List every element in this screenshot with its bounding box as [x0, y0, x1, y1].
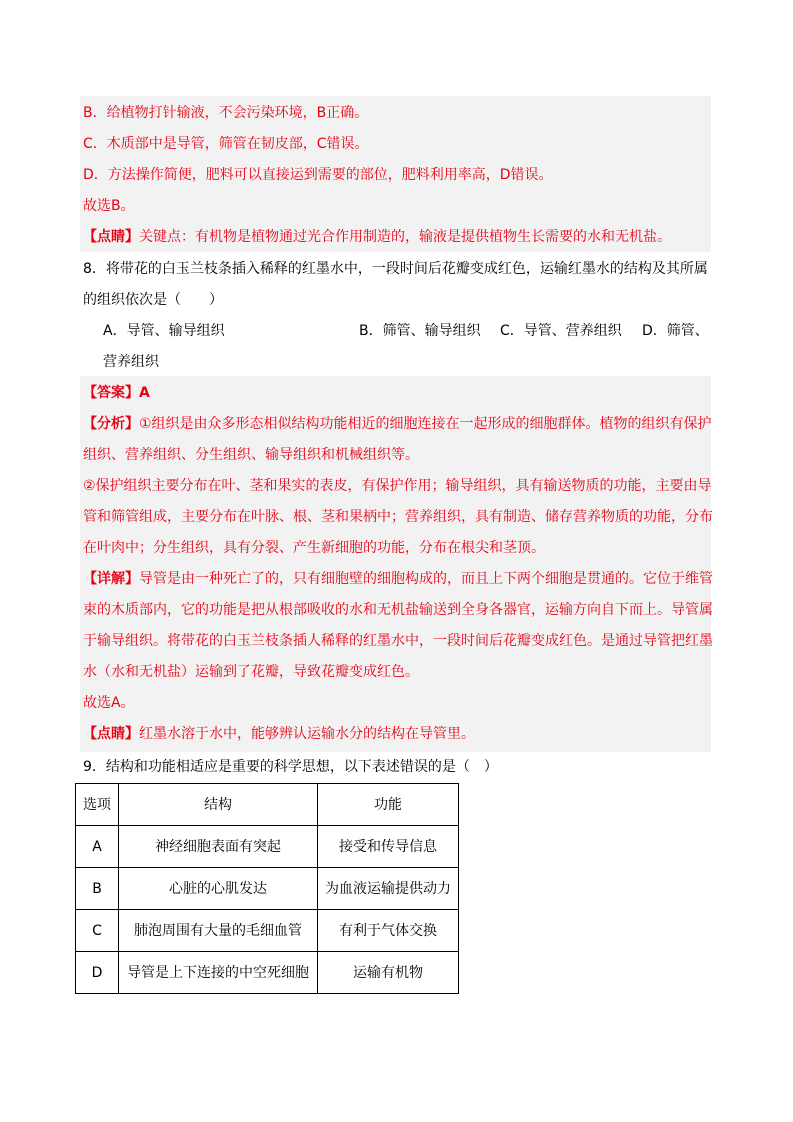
table-cell: 导管是上下连接的中空死细胞 — [119, 952, 318, 994]
prev-point — [83, 227, 671, 247]
q8-detail-line1 — [83, 569, 713, 589]
q8-analysis-line1 — [83, 414, 712, 434]
table-cell: A — [76, 826, 119, 868]
detail-tag: 【详解】 — [83, 571, 139, 587]
answer-value: A — [139, 385, 150, 401]
q8-analysis-line2: 组织、营养组织、分生组织、输导组织和机械组织等。 — [83, 447, 419, 463]
q8-option-a: A．导管、输导组织 — [103, 323, 225, 339]
q8-analysis-line3: ②保护组织主要分布在叶、茎和果实的表皮，有保护作用；输导组织，具有输送物质的功能，主要由导 — [83, 478, 712, 494]
table-cell: 接受和传导信息 — [318, 826, 459, 868]
analysis-text: ①组织是由众多形态相似结构功能相近的细胞连接在一起形成的细胞群体。植物的组织有保护 — [139, 416, 712, 432]
table-row — [76, 910, 459, 952]
q8-option-c: C．导管、营养组织 — [500, 323, 622, 339]
q8-option-d: D．筛管、 — [642, 323, 709, 339]
q8-point — [83, 724, 475, 744]
table-header-row — [76, 784, 459, 826]
prev-choice: 故选B。 — [83, 198, 135, 214]
table-cell: 为血液运输提供动力 — [318, 868, 459, 910]
table-cell: 有利于气体交换 — [318, 910, 459, 952]
point-tag: 【点睛】 — [83, 229, 139, 245]
q8-stem-line2: 的组织依次是（ ） — [83, 292, 223, 308]
q8-answer — [83, 383, 150, 403]
header-cell: 结构 — [119, 784, 318, 826]
point-text: 关键点：有机物是植物通过光合作用制造的，输液是提供植物生长需要的水和无机盐。 — [139, 229, 671, 245]
point-text: 红墨水溶于水中，能够辨认运输水分的结构在导管里。 — [139, 726, 475, 742]
q8-detail-line3: 于输导组织。将带花的白玉兰枝条插人稀释的红墨水中，一段时间后花瓣变成红色。是通过导管把红墨 — [83, 633, 713, 649]
point-tag: 【点睛】 — [83, 726, 139, 742]
detail-text: 导管是由一种死亡了的，只有细胞壁的细胞构成的，而且上下两个细胞是贯通的。它位于维管 — [139, 571, 713, 587]
table-cell: B — [76, 868, 119, 910]
table-row — [76, 868, 459, 910]
header-cell: 选项 — [76, 784, 119, 826]
analysis-tag: 【分析】 — [83, 416, 139, 432]
table-row — [76, 826, 459, 868]
prev-option-d: D．方法操作简便，肥料可以直接运到需要的部位，肥料利用率高，D错误。 — [83, 167, 553, 183]
table-row — [76, 952, 459, 994]
q8-detail-line4: 水（水和无机盐）运输到了花瓣，导致花瓣变成红色。 — [83, 664, 419, 680]
answer-tag: 【答案】 — [83, 385, 139, 401]
table-cell: 神经细胞表面有突起 — [119, 826, 318, 868]
q8-choice: 故选A。 — [83, 695, 135, 711]
q9-stem: 9．结构和功能相适应是重要的科学思想，以下表述错误的是（ ） — [83, 759, 498, 775]
q8-analysis-line4: 管和筛管组成，主要分布在叶脉、根、茎和果柄中；营养组织，具有制造、储存营养物质的功能，分布 — [83, 509, 713, 525]
table-cell: C — [76, 910, 119, 952]
q8-option-b: B．筛管、输导组织 — [359, 323, 481, 339]
table-cell: 运输有机物 — [318, 952, 459, 994]
q9-table — [75, 783, 459, 994]
prev-option-b: B．给植物打针输液，不会污染环境，B正确。 — [83, 105, 369, 121]
q8-detail-line2: 束的木质部内，它的功能是把从根部吸收的水和无机盐输送到全身各器官，运输方向自下而上。导管属 — [83, 602, 713, 618]
table-cell: 心脏的心肌发达 — [119, 868, 318, 910]
table-cell: 肺泡周围有大量的毛细血管 — [119, 910, 318, 952]
table-cell: D — [76, 952, 119, 994]
header-cell: 功能 — [318, 784, 459, 826]
q8-analysis-line5: 在叶肉中；分生组织，具有分裂、产生新细胞的功能，分布在根尖和茎顶。 — [83, 540, 545, 556]
prev-option-c: C．木质部中是导管，筛管在韧皮部，C错误。 — [83, 136, 369, 152]
q8-option-d-cont: 营养组织 — [103, 354, 159, 370]
q8-stem-line1: 8．将带花的白玉兰枝条插入稀释的红墨水中，一段时间后花瓣变成红色，运输红墨水的结构及其所属 — [83, 261, 708, 277]
